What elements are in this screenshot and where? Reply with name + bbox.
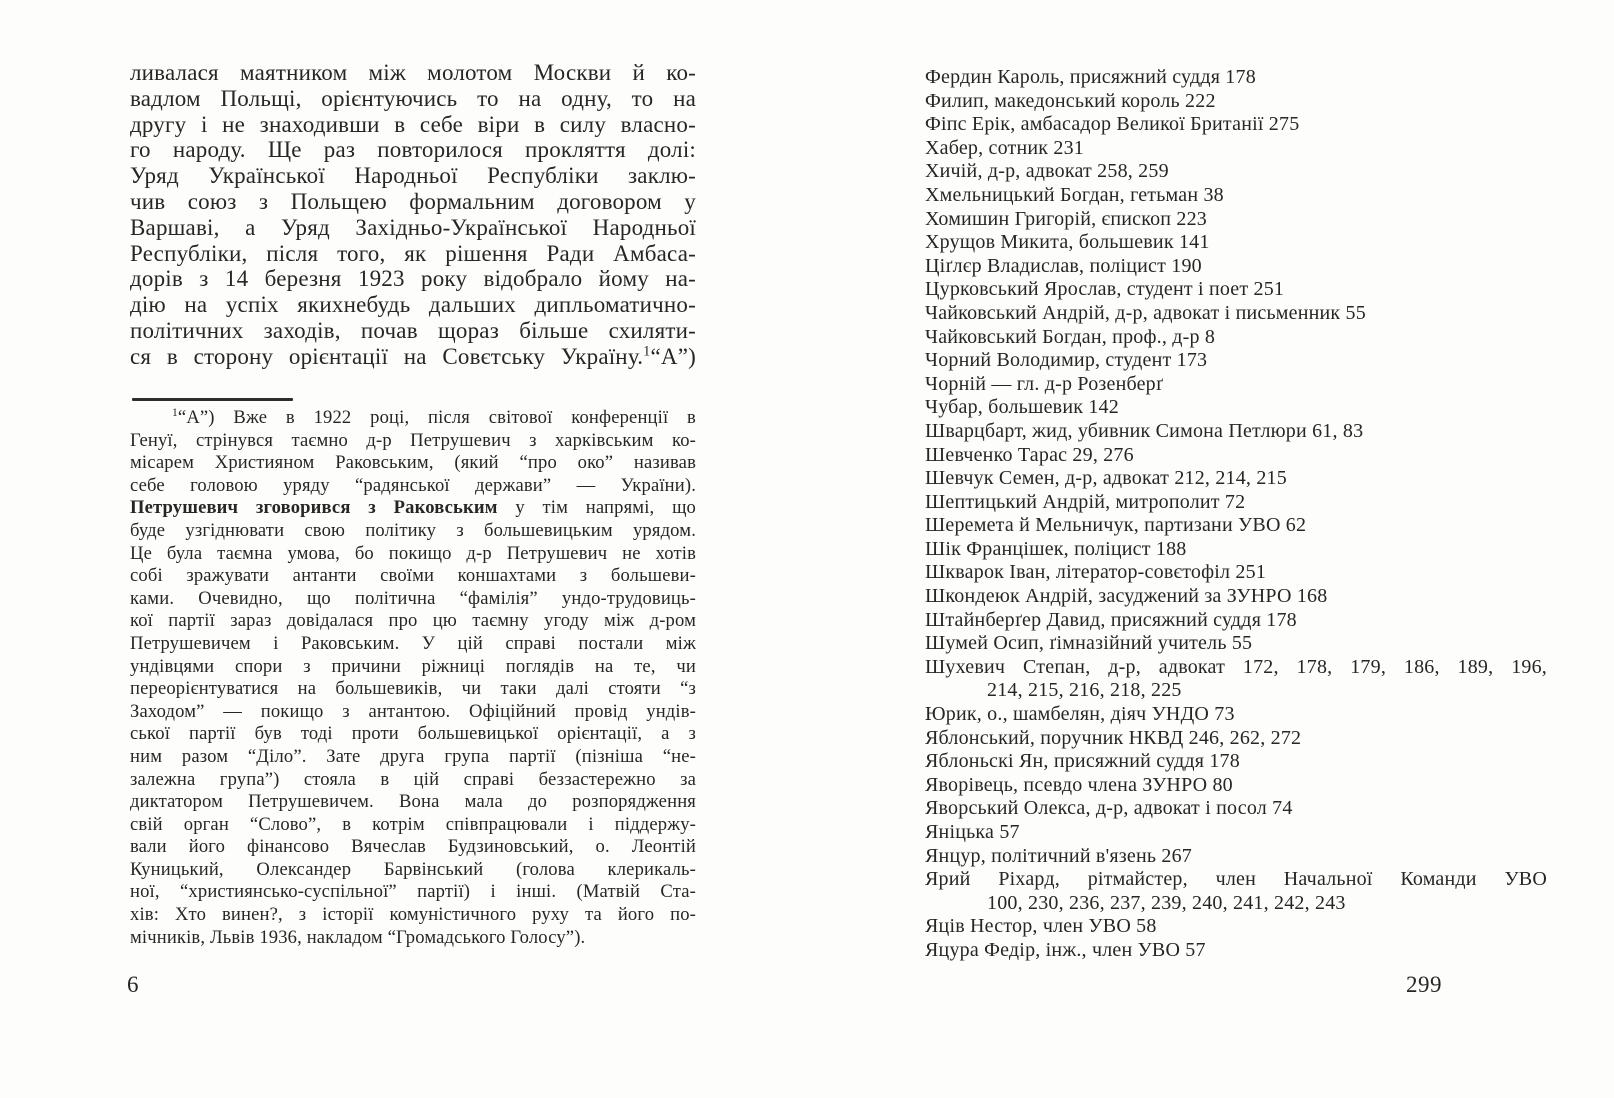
text-segment: переорієнтуватися на большевиків, чи таки далі стояти “з <box>130 678 696 700</box>
index-entry <box>925 797 1547 821</box>
text-line <box>130 215 696 241</box>
text-segment: Хабер, сотник 231 <box>925 136 1084 159</box>
text-line <box>130 430 696 453</box>
text-line <box>130 318 696 344</box>
text-segment: кої партії зараз довідалася про цю таємну угоду між д-ром <box>130 610 696 632</box>
text-segment: Хрущов Микита, большевик 141 <box>925 231 1210 254</box>
index-entry <box>925 915 1547 939</box>
text-segment: Чубар, большевик 142 <box>925 396 1119 419</box>
text-segment: Юрик, о., шамбелян, діяч УНДО 73 <box>925 703 1235 726</box>
index-entry <box>925 585 1547 609</box>
text-segment: Яблоньскі Ян, присяжний суддя 178 <box>925 750 1240 773</box>
index-entry <box>925 656 1547 680</box>
text-line <box>130 497 696 520</box>
text-segment: Шкварок Іван, літератор-совєтофіл 251 <box>925 561 1267 584</box>
index-entry <box>925 90 1547 114</box>
text-segment: у тім напрямі, що <box>497 497 696 519</box>
text-line <box>130 292 696 318</box>
text-segment: Шевченко Тарас 29, 276 <box>925 443 1134 466</box>
index-entry <box>925 326 1547 350</box>
text-segment: вадлом Польщі, орієнтуючись то на одну, то на <box>130 85 696 111</box>
text-line <box>130 163 696 189</box>
text-line <box>130 241 696 267</box>
text-segment: ся в сторону орієнтації на Совєтську Україну. <box>130 343 644 369</box>
text-segment: політичних заходів, почав щораз більше схиляти- <box>130 317 696 343</box>
index-entry <box>925 420 1547 444</box>
text-line <box>130 723 696 746</box>
text-segment: 214, 215, 216, 218, 225 <box>987 679 1182 702</box>
page-number-right: 299 <box>1406 972 1442 997</box>
text-segment: дію на успіх якихнебудь дальших дипльоматично- <box>130 292 696 318</box>
text-segment: Чорній — гл. д-р Розенберґ <box>925 372 1164 395</box>
index-entry <box>925 868 1547 892</box>
text-line <box>130 814 696 837</box>
text-line <box>130 859 696 882</box>
text-line <box>130 407 696 430</box>
text-segment: Шевчук Семен, д-р, адвокат 212, 214, 215 <box>925 467 1287 490</box>
index-entry <box>925 491 1547 515</box>
text-segment: Фердин Кароль, присяжний суддя 178 <box>925 66 1256 88</box>
text-line <box>130 701 696 724</box>
text-segment: Шкондеюк Андрій, засуджений за ЗУНРО 168 <box>925 585 1328 608</box>
index-entry <box>925 444 1547 468</box>
text-line <box>130 344 696 370</box>
text-segment: го народу. Ще раз повторилося прокляття долі: <box>130 137 696 163</box>
text-segment: 1 <box>643 343 651 360</box>
index-entry <box>925 703 1547 727</box>
index-entry <box>925 821 1547 845</box>
text-line <box>130 137 696 163</box>
text-segment: Хмельницький Богдан, гетьман 38 <box>925 183 1224 206</box>
text-segment: Хичій, д-р, адвокат 258, 259 <box>925 160 1169 183</box>
index-entry <box>925 774 1547 798</box>
text-line <box>130 610 696 633</box>
index-entry <box>925 113 1547 137</box>
text-segment: хів: Хто винен?, з історії комуністичного руху та його по- <box>130 904 696 926</box>
text-segment: другу і не знаходивши в себе віри в силу власно- <box>130 111 696 137</box>
text-segment: 100, 230, 236, 237, 239, 240, 241, 242, 243 <box>987 891 1346 914</box>
text-segment: Це була таємна умова, бо покищо д-р Петрушевич не хотів <box>130 542 696 564</box>
text-segment: Шеремета й Мельничук, партизани УВО 62 <box>925 514 1307 537</box>
text-segment: Ярий Ріхард, рітмайстер, член Начальної Команди УВО <box>925 868 1547 891</box>
text-line <box>130 452 696 475</box>
index-entry <box>925 349 1547 373</box>
text-segment: Петрушевичем і Раковським. У цій справі постали між <box>130 632 696 654</box>
text-segment: собі зражувати антанти своїми коншахтами з большеви- <box>130 565 696 587</box>
text-segment: Чайковський Андрій, д-р, адвокат і письменник 55 <box>925 301 1366 324</box>
text-segment: свій орган “Слово”, в котрім співпрацювали і піддержу- <box>130 813 696 835</box>
index-entry <box>925 231 1547 255</box>
text-segment: Яворський Олекса, д-р, адвокат і посол 74 <box>925 797 1293 820</box>
text-segment: Шумей Осип, ґімназійний учитель 55 <box>925 632 1253 655</box>
text-segment: Фіпс Ерік, амбасадор Великої Британії 275 <box>925 113 1300 136</box>
text-line <box>130 656 696 679</box>
text-segment: Уряд Української Народньої Республіки заклю- <box>130 163 696 189</box>
text-line <box>130 266 696 292</box>
text-line <box>130 927 696 950</box>
footnote-rule <box>132 398 293 401</box>
index-entry <box>925 467 1547 491</box>
index-entry <box>925 939 1547 963</box>
index-entry <box>925 137 1547 161</box>
index-entry <box>925 632 1547 656</box>
text-segment: Яворівець, псевдо члена ЗУНРО 80 <box>925 773 1233 796</box>
index-entry <box>925 538 1547 562</box>
text-line <box>130 881 696 904</box>
text-segment: буде узгіднювати свою політику з большевицьким урядом. <box>130 519 696 541</box>
footnote-paragraph <box>130 407 696 949</box>
text-line <box>130 769 696 792</box>
text-segment: Куницький, Олександер Барвінський (голова клерикаль- <box>130 858 696 880</box>
index-entry <box>925 278 1547 302</box>
text-line <box>130 60 696 86</box>
main-paragraph <box>130 60 696 370</box>
text-segment: Петрушевич зговорився з Раковським <box>130 497 498 519</box>
text-line <box>130 520 696 543</box>
text-segment: Яцура Федір, інж., член УВО 57 <box>925 938 1206 961</box>
text-line <box>130 746 696 769</box>
text-line <box>130 791 696 814</box>
text-segment: себе головою уряду “радянської держави” — України). <box>130 474 696 496</box>
text-segment: Чайковський Богдан, проф., д-р 8 <box>925 325 1216 348</box>
text-segment: Филип, македонський король 222 <box>925 89 1216 112</box>
text-segment: Яблонський, поручник НКВД 246, 262, 272 <box>925 726 1302 749</box>
text-segment: ним разом “Діло”. Зате друга група партії (пізніша “не- <box>130 745 696 767</box>
text-segment: Заходом” — покищо з антантою. Офіційний провід ундів- <box>130 700 696 722</box>
page-number-left: 6 <box>127 972 139 997</box>
text-segment: Ціґлєр Владислав, поліцист 190 <box>925 254 1202 277</box>
text-segment: ної, “християнсько-суспільної” партії) і інші. (Матвій Ста- <box>130 881 696 903</box>
index-entry <box>925 609 1547 633</box>
text-segment: Чорний Володимир, студент 173 <box>925 349 1208 372</box>
text-line <box>130 588 696 611</box>
text-segment: дорів з 14 березня 1923 року відобрало йому на- <box>130 266 696 292</box>
text-segment: ливалася маятником між молотом Москви й ко- <box>130 60 696 85</box>
index-entry <box>925 373 1547 397</box>
text-line <box>130 112 696 138</box>
text-segment: “А”) Вже в 1922 році, після світової конференції в <box>177 407 696 428</box>
text-segment: диктатором Петрушевичем. Вона мала до розпорядження <box>130 791 696 813</box>
index-entry <box>925 561 1547 585</box>
text-segment: Шептицький Андрій, митрополит 72 <box>925 490 1246 513</box>
text-segment: Генуї, стрінувся таємно д-р Петрушевич з харківським ко- <box>130 429 696 451</box>
text-segment: мічників, Львів 1936, накладом “Громадського Голосу”). <box>130 926 586 948</box>
text-segment: ської партії був тоді проти большевицької орієнтації, а з <box>130 723 696 745</box>
text-line <box>130 565 696 588</box>
index-entry <box>925 208 1547 232</box>
text-segment: Штайнберґер Давид, присяжний суддя 178 <box>925 608 1297 631</box>
text-segment: Яців Нестор, член УВО 58 <box>925 915 1157 938</box>
text-segment: Шік Францішек, поліцист 188 <box>925 537 1187 560</box>
text-segment: 1 <box>172 406 178 419</box>
text-segment: Шварцбарт, жид, убивник Симона Петлюри 61, 83 <box>925 419 1364 442</box>
text-segment: ундівцями спори з причини ріжниці поглядів на те, чи <box>130 655 696 677</box>
text-segment: вали його фінансово Вячеслав Будзиновський, о. Леонтій <box>130 836 696 858</box>
index-entry <box>925 302 1547 326</box>
index-entry <box>925 396 1547 420</box>
text-line <box>130 86 696 112</box>
text-segment: залежна група”) стояла в цій справі беззастережно за <box>130 768 696 790</box>
text-line <box>130 475 696 498</box>
text-segment: Республіки, після того, як рішення Ради Амбаса- <box>130 240 696 266</box>
text-line <box>130 904 696 927</box>
index-entry-continuation <box>925 892 1547 916</box>
text-segment: ками. Очевидно, що політична “фамілія” ундо-трудовиць- <box>130 587 696 609</box>
text-segment: Хомишин Григорій, єпископ 223 <box>925 207 1208 230</box>
index-entry <box>925 66 1547 90</box>
text-segment: чив союз з Польщею формальним договором у <box>130 188 696 214</box>
index-list <box>925 66 1547 963</box>
text-line <box>130 633 696 656</box>
text-line <box>130 836 696 859</box>
index-entry <box>925 184 1547 208</box>
index-entry <box>925 514 1547 538</box>
text-segment: Цурковський Ярослав, студент і поет 251 <box>925 278 1285 301</box>
text-segment: Варшаві, а Уряд Західньо-Української Народньої <box>130 214 696 240</box>
text-line <box>130 189 696 215</box>
text-segment: Шухевич Степан, д-р, адвокат 172, 178, 179, 186, 189, 196, <box>925 655 1547 678</box>
index-entry-continuation <box>925 679 1547 703</box>
text-segment: “А”) <box>650 343 696 369</box>
text-segment: місарем Християном Раковським, (який “про око” називав <box>130 452 696 474</box>
index-entry <box>925 255 1547 279</box>
text-segment: Янцур, політичний в'язень 267 <box>925 844 1192 867</box>
index-entry <box>925 750 1547 774</box>
index-entry <box>925 845 1547 869</box>
index-entry <box>925 160 1547 184</box>
text-segment: Яніцька 57 <box>925 821 1020 843</box>
text-line <box>130 543 696 566</box>
index-entry <box>925 727 1547 751</box>
text-line <box>130 678 696 701</box>
